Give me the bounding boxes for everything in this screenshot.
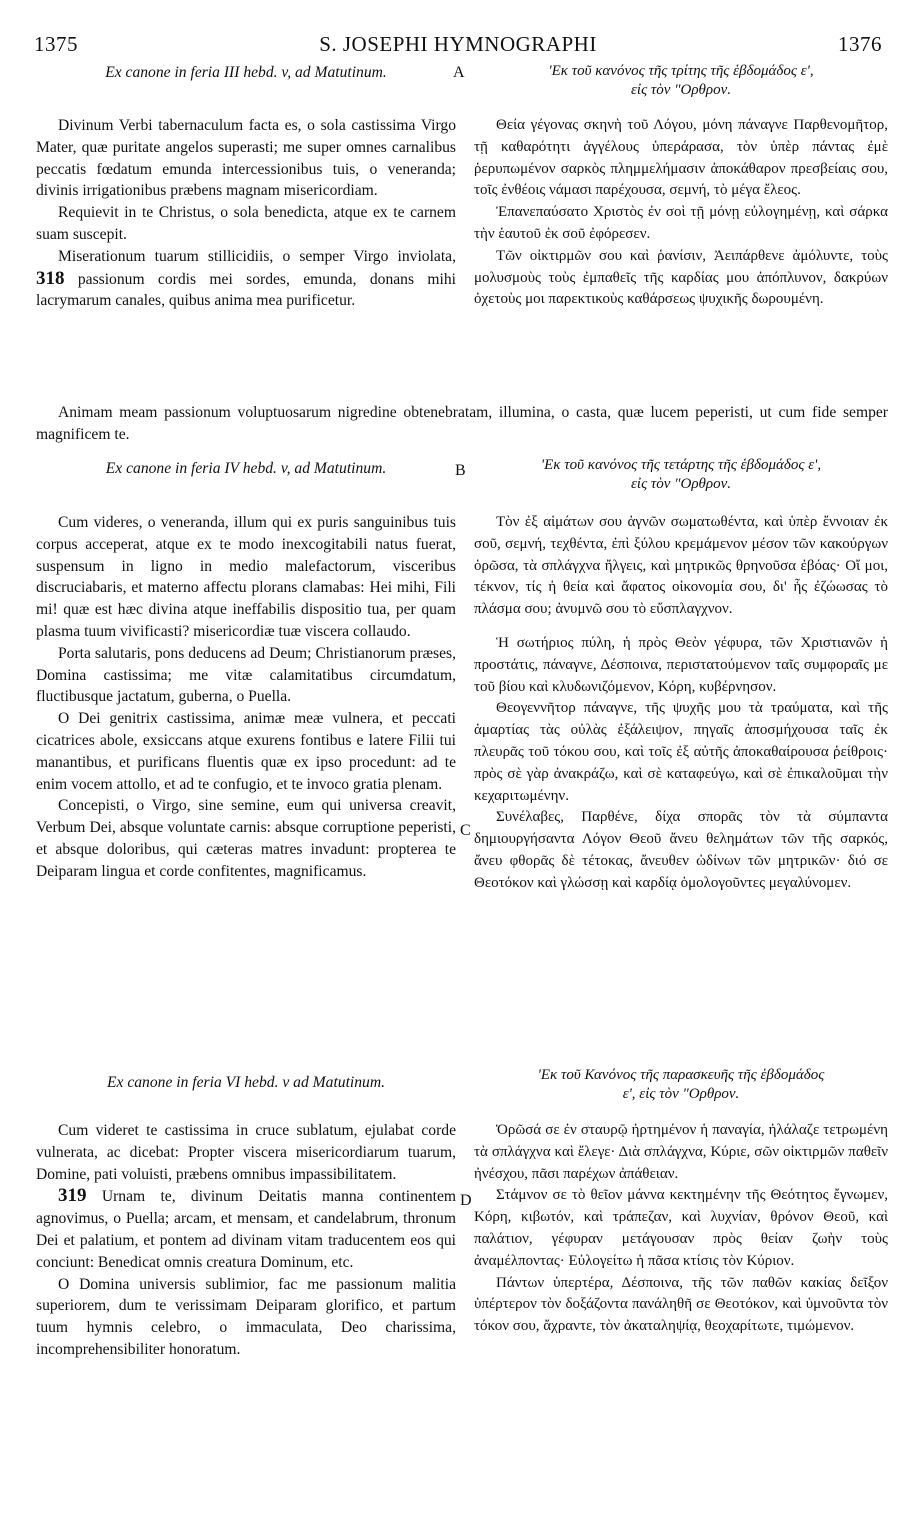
- greek-heading-line: 'Εκ τοῦ κανόνος τῆς τετάρτης τῆς ἑβδομάδος ε',: [540, 457, 822, 473]
- latin-text: Miserationum tuarum stillicidiis, o semper Virgo inviolata,: [58, 247, 456, 265]
- latin-paragraph: Animam meam passionum voluptuosarum nigredine obtenebratam, illumina, o casta, quæ lucem peperisti, ut cum fide semper magnificem te.: [36, 404, 888, 443]
- greek-column-1: [474, 115, 888, 311]
- greek-paragraph: Τῶν οἰκτιρμῶν σου καὶ ῥανίσιν, Ἀειπάρθενε ἀμόλυντε, τοὺς μολυσμοὺς τοὺς ἐμπαθεῖς τῆς καρδίας μου ἀπόπλυνον, δακρύων ὀχετοὺς μοι παρεκτικοὺς καθάρσεως ψυχικῆς δωρουμένη.: [474, 247, 888, 308]
- latin-paragraph: Porta salutaris, pons deducens ad Deum; Christianorum præses, Domina castissima; me vitæ calamitatibus circumdatum, fluctibusque jactatum, guberna, o Puella.: [36, 644, 456, 706]
- greek-paragraph: Πάντων ὑπερτέρα, Δέσποινα, τῆς τῶν παθῶν κακίας δεῖξον ὑπέρτερον τὸν δοξάζοντα πανάληθῆ σε Θεοτόκον, καὶ ὑμνοῦντα τὸν τόκον σου, ἄχραντε, τὸν ἀκαταληψίᾳ, θεοχαρίτωτε, τιμώμενον.: [474, 1274, 888, 1335]
- latin-heading-text: Ex canone in feria IV hebd. v, ad Matutinum.: [105, 460, 387, 477]
- latin-heading-1: [36, 62, 456, 84]
- page-number-right: 1376: [838, 32, 882, 56]
- latin-paragraph: Divinum Verbi tabernaculum facta es, o sola castissima Virgo Mater, quæ puritate angelos superasti; me super omnes carnalibus peccatis fœdatum emunda intercessionibus tuis, o veneranda; divinis irrigationibus præbens magnam misericordiam.: [36, 117, 456, 200]
- latin-heading-3: [36, 1072, 456, 1094]
- greek-heading-1: [474, 62, 888, 100]
- column-number: 319: [58, 1185, 87, 1207]
- greek-paragraph: Θεία γέγονας σκηνὴ τοῦ Λόγου, μόνη πάναγνε Παρθενομῆτορ, τῇ καθαρότητι ἀγγέλους ὑπεράρασα, τὸν ὑπὲρ πάντας ἐμὲ ῥερυπωμένον σαρκὸς πλημμελήμασιν ἀποκάθαρον πρεσβείαις σου, τοῖς ἐνθέοις νάμασι παρέχουσα, σεμνή, τὸ μέγα ἔλεος.: [474, 117, 888, 199]
- latin-heading-text: Ex canone in feria VI hebd. v ad Matutinum.: [106, 1074, 386, 1091]
- latin-paragraph: O Domina universis sublimior, fac me passionum malitia superiorem, dum te verissimam Deiparam glorifico, et partum tuum hymnis celebro, o immaculata, Deo charissima, incomprehensibiliter honoratum.: [36, 1275, 456, 1358]
- greek-paragraph: Συνέλαβες, Παρθένε, δίχα σπορᾶς τὸν τὰ σύμπαντα δημιουργήσαντα Λόγον Θεοῦ ἄνευ θελημάτων τῶν τῆς σαρκός, ἄνευ φθορᾶς δὲ τέτοκας, ἄνευθεν ὠδίνων τῶν μητρικῶν· διό σε Θεοτόκον καὶ γλώσσῃ καὶ καρδίᾳ ὁμολογοῦντες μεγαλύνομεν.: [474, 809, 888, 891]
- running-title: S. JOSEPHI HYMNOGRAPHI: [319, 32, 597, 56]
- latin-paragraph: Concepisti, o Virgo, sine semine, eum qui universa creavit, Verbum Dei, absque voluntate carnis: absque corruptione peperisti, et absque doloribus, qui cæteras matres invadunt: propterea te Deiparam lingua et corde confitentes, magnificamus.: [36, 797, 456, 880]
- greek-heading-line: εἰς τὸν "Ορθρον.: [631, 476, 731, 492]
- greek-paragraph: Ἡ σωτήριος πύλη, ἡ πρὸς Θεὸν γέφυρα, τῶν Χριστιανῶν ἡ προστάτις, πάναγνε, Δέσποινα, περιστατούμενον ταῖς συμφοραῖς με τοῦ βίου καὶ κλυδωνιζόμενον, Κόρη, κυβέρνησον.: [474, 634, 888, 695]
- latin-heading-text: Ex canone in feria III hebd. v, ad Matutinum.: [105, 64, 387, 81]
- margin-marker-c: C: [460, 822, 471, 839]
- greek-heading-line: ε', εἰς τὸν "Ορθρον.: [622, 1086, 740, 1102]
- greek-heading-line: 'Εκ τοῦ κανόνος τῆς τρίτης τῆς ἑβδομάδος ε',: [548, 63, 814, 79]
- margin-marker-a: A: [453, 64, 465, 81]
- greek-paragraph: Θεογεννῆτορ πάναγνε, τῆς ψυχῆς μου τὰ τραύματα, καὶ τῆς ἁμαρτίας τὰς οὐλὰς ἐξάλειψον, πηγαῖς ἀποσμήχουσα ταῖς ἐκ πλευρᾶς τοῦ τόκου σου, καὶ τοῖς ἐξ αὐτῆς ἀποκαθαίρουσα ῥείθροις· πρὸς σὲ γὰρ ἀνακράζω, καὶ σὲ καταφεύγω, καὶ σὲ ἐπικαλοῦμαι τὴν κεχαριτωμένην.: [474, 700, 888, 804]
- latin-paragraph: [36, 246, 456, 312]
- greek-heading-2: [474, 456, 888, 494]
- page-header: [34, 32, 882, 58]
- latin-column-2: [36, 512, 456, 883]
- greek-heading-line: εἰς τὸν "Ορθρον.: [631, 82, 731, 98]
- latin-paragraph: Requievit in te Christus, o sola benedicta, atque ex te carnem suam suscepit.: [36, 204, 456, 243]
- margin-marker-b: B: [455, 462, 466, 479]
- latin-column-1: [36, 115, 456, 312]
- latin-text: Urnam te, divinum Deitatis manna continentem agnovimus, o Puella; arcam, et mensam, et candelabrum, thronum Dei et palatium, et pontem ad divinam vitam traducentem eos qui conciunt: Benedicat omnis creatura Dominum, etc.: [36, 1188, 456, 1271]
- greek-paragraph: Ὁρῶσά σε ἐν σταυρῷ ἠρτημένον ἡ παναγία, ἠλάλαζε τετρωμένη τὰ σπλάγχνα καὶ ἔλεγε· Διὰ σπλάγχνα, Κύριε, σῶν οἰκτιρμῶν παθεῖν ἠνέσχου, πᾶσι παρέχων ἀπάθειαν.: [474, 1122, 888, 1182]
- latin-paragraph: Cum videres, o veneranda, illum qui ex puris sanguinibus tuis corpus acceperat, atque ex te modo inexcogitabili natus fuerat, suspensum in ligno in medio malefactorum, visceribus discruciabaris, et materno affectu plorans clamabas: Hei mihi, Fili mi! quæ est hæc divina atque ineffabilis dispositio tua, per quam plasma tuum vivificasti? misericordiæ tuæ viscera collaudo.: [36, 514, 456, 640]
- latin-paragraph: O Dei genitrix castissima, animæ meæ vulnera, et peccati cicatrices abole, exsiccans atque exurens fontibus e latere Filii tui manantibus, et purificans fluentis quæ ex ipso procedunt: ad te enim vocem attollo, et ad te confugio, et te invoco gratia plenam.: [36, 710, 456, 793]
- greek-column-2: [474, 512, 888, 895]
- greek-paragraph: Στάμνον σε τὸ θεῖον μάννα κεκτημένην τῆς Θεότητος ἔγνωμεν, Κόρη, κιβωτόν, καὶ τράπεζαν, καὶ λυχνίαν, θρόνον Θεοῦ, καὶ παλάτιον, γέφυραν μετάγουσαν πρὸς θείαν ζωὴν τοὺς ἀναμέλποντας· Εὐλογείτω ἡ πᾶσα κτίσις τὸν Κύριον.: [474, 1187, 888, 1269]
- latin-paragraph: Cum videret te castissima in cruce sublatum, ejulabat corde vulnerata, ac dicebat: Propter viscera misericordiarum tuarum, Domine, pati voluisti, præbens omnibus impassibilitatem.: [36, 1122, 456, 1183]
- page-number-left: 1375: [34, 32, 78, 56]
- full-width-paragraph: [36, 402, 888, 446]
- greek-paragraph: Ἐπανεπαύσατο Χριστὸς ἐν σοὶ τῇ μόνῃ εὐλογημένῃ, καὶ σάρκα τὴν ἑαυτοῦ ἐκ σοῦ ἐφόρεσεν.: [474, 204, 888, 242]
- latin-text: passionum cordis mei sordes, emunda, donans mihi lacrymarum canales, quibus anima mea purificetur.: [36, 270, 456, 310]
- greek-paragraph: Τὸν ἐξ αἱμάτων σου ἁγνῶν σωματωθέντα, καὶ ὑπὲρ ἔννοιαν ἐκ σοῦ, σεμνή, τεχθέντα, ἐπὶ ξύλου κρεμάμενον μέσον τῶν κακούργων ὁρῶσα, τὰ σπλάγχνα ἤλγεις, καὶ μητρικῶς θρηνοῦσα ἐβόας· Οἴ μοι, τέκνον, τίς ἡ θεία καὶ ἄφατος οἰκονομία σου, δι' ἧς ἐζώωσας τὸ πλάσμα σου; ἀνυμνῶ σου τὸ εὔσπλαγχνον.: [474, 514, 888, 618]
- greek-heading-3: [474, 1066, 888, 1104]
- latin-column-3: [36, 1120, 456, 1361]
- column-number: 318: [36, 267, 65, 289]
- margin-marker-d: D: [460, 1192, 472, 1209]
- latin-paragraph: [36, 1185, 456, 1273]
- greek-heading-line: 'Εκ τοῦ Κανόνος τῆς παρασκευῆς τῆς ἑβδομάδος: [537, 1067, 825, 1083]
- greek-column-3: [474, 1120, 888, 1338]
- latin-heading-2: [36, 458, 456, 480]
